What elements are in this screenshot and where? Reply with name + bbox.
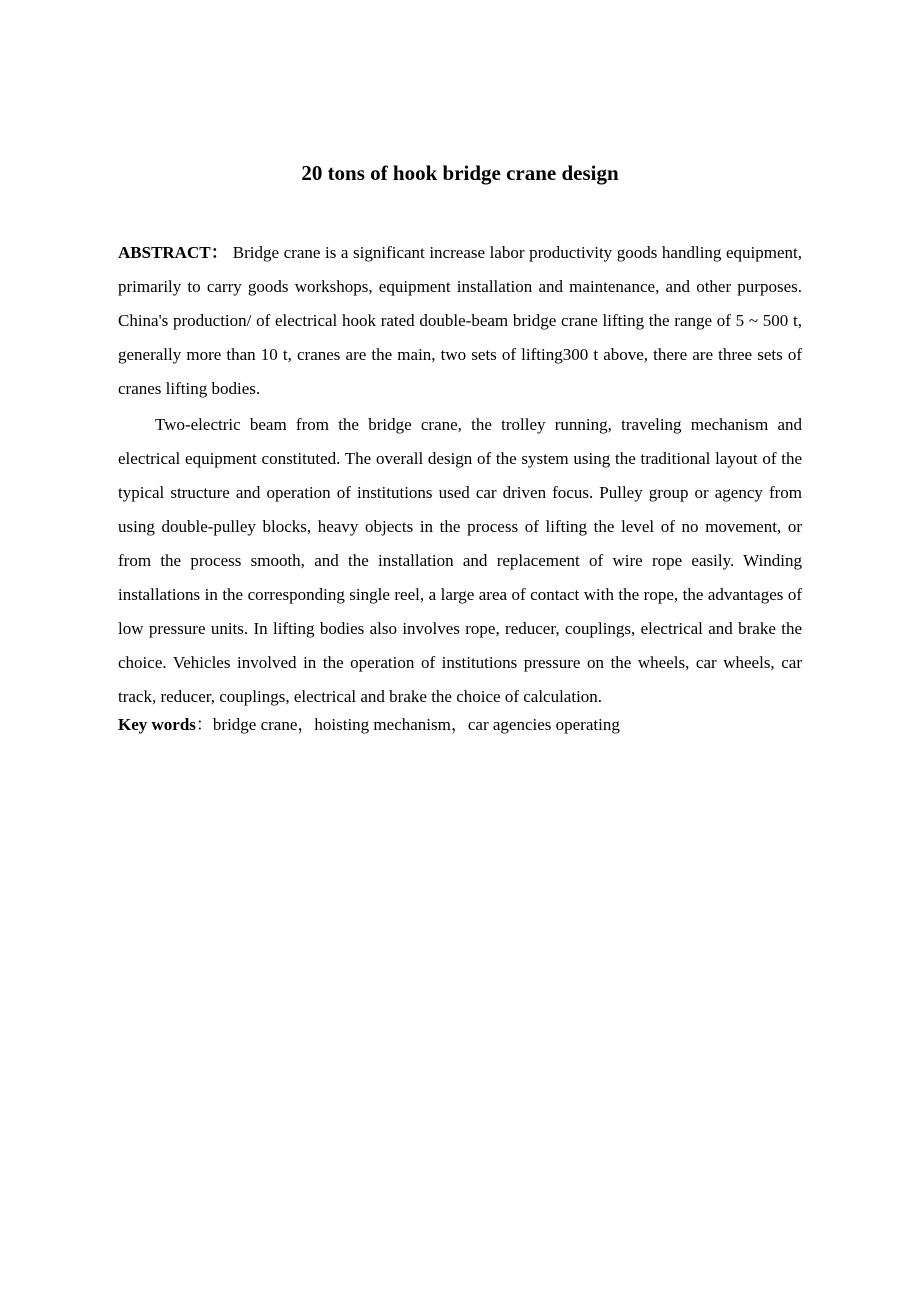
document-body (118, 236, 802, 742)
abstract-text: Bridge crane is a significant increase labor productivity goods handling equipment, primarily to carry goods workshops, equipment installation and maintenance, and other purposes. China's production/ of electrical hook rated double-beam bridge crane lifting the range of 5 ~ 500 t, generally more than 10 t, cranes are the main, two sets of lifting300 t above, there are three sets of cranes lifting bodies. (118, 243, 802, 398)
document-title: 20 tons of hook bridge crane design (301, 161, 619, 185)
body-paragraph: Two-electric beam from the bridge crane, the trolley running, traveling mechanism and electrical equipment constituted. The overall design of the system using the traditional layout of the typical structure and operation of institutions used car driven focus. Pulley group or agency from using double-pulley blocks, heavy objects in the process of lifting the level of no movement, or from the process smooth, and the installation and replacement of wire rope easily. Winding installations in the corresponding single reel, a large area of contact with the rope, the advantages of low pressure units. In lifting bodies also involves rope, reducer, couplings, electrical and brake the choice. Vehicles involved in the operation of institutions pressure on the wheels, car wheels, car track, reducer, couplings, electrical and brake the choice of calculation. (118, 415, 802, 706)
abstract-label: ABSTRACT： (118, 243, 229, 262)
abstract-paragraph (118, 236, 802, 406)
keywords-label: Key words (118, 715, 196, 734)
keywords-text: ：bridge crane，hoisting mechanism，car agencies operating (195, 715, 620, 734)
keywords-line (118, 708, 802, 742)
